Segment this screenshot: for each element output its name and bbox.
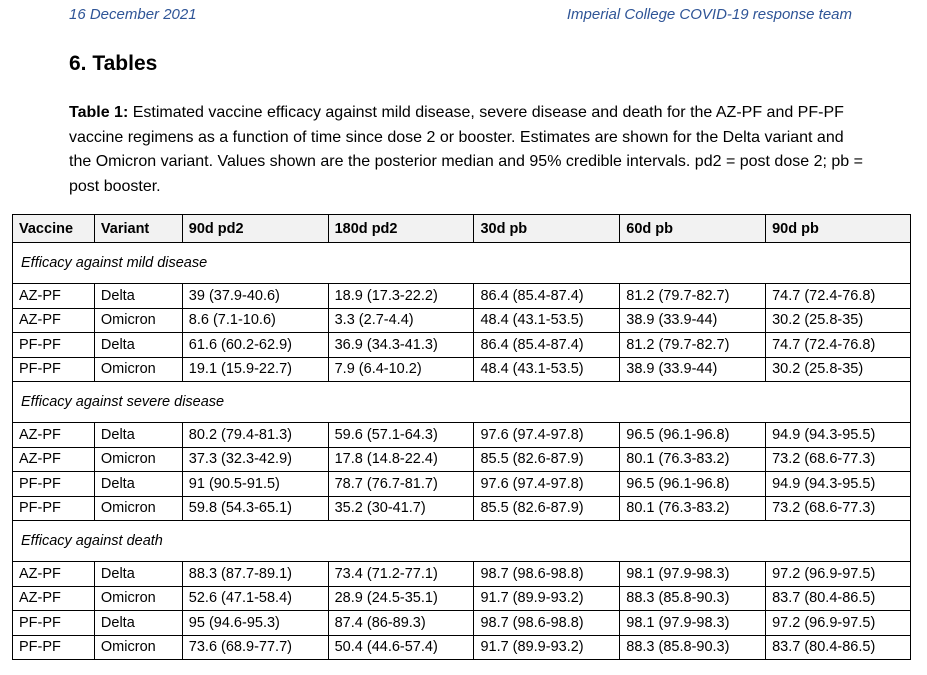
- table-cell: 36.9 (34.3-41.3): [328, 333, 474, 358]
- column-header-60d-pb: 60d pb: [620, 215, 766, 243]
- table-cell: 88.3 (85.8-90.3): [620, 586, 766, 611]
- table-cell: Delta: [94, 472, 182, 497]
- table-row: [13, 586, 911, 611]
- table-cell: 7.9 (6.4-10.2): [328, 357, 474, 382]
- table-cell: 73.4 (71.2-77.1): [328, 562, 474, 587]
- caption-text: Estimated vaccine efficacy against mild disease, severe disease and death for the AZ-PF and PF-PF vaccine regimens as a function of time since dose 2 or booster. Estimates are shown for the Delta variant and the Omicron variant. Values shown are the posterior median and 95% credible intervals. pd2 = post dose 2; pb = post booster.: [69, 104, 863, 195]
- table-cell: 73.2 (68.6-77.3): [766, 496, 911, 521]
- table-cell: PF-PF: [13, 333, 95, 358]
- table-cell: 94.9 (94.3-95.5): [766, 472, 911, 497]
- table-row: [13, 447, 911, 472]
- table-cell: 83.7 (80.4-86.5): [766, 586, 911, 611]
- table-cell: 98.1 (97.9-98.3): [620, 562, 766, 587]
- table-cell: 81.2 (79.7-82.7): [620, 284, 766, 309]
- table-cell: 98.7 (98.6-98.8): [474, 562, 620, 587]
- table-row: [13, 357, 911, 382]
- section-title-cell: Efficacy against death: [13, 521, 911, 562]
- table-cell: Omicron: [94, 357, 182, 382]
- table-cell: 61.6 (60.2-62.9): [182, 333, 328, 358]
- table-caption: [69, 101, 869, 199]
- table-cell: AZ-PF: [13, 423, 95, 448]
- table-cell: 48.4 (43.1-53.5): [474, 308, 620, 333]
- table-row: [13, 611, 911, 636]
- table-cell: AZ-PF: [13, 284, 95, 309]
- column-header-90d-pd2: 90d pd2: [182, 215, 328, 243]
- table-cell: PF-PF: [13, 635, 95, 660]
- table-cell: 98.7 (98.6-98.8): [474, 611, 620, 636]
- table-cell: 37.3 (32.3-42.9): [182, 447, 328, 472]
- section-row: [13, 243, 911, 284]
- table-row: [13, 308, 911, 333]
- table-cell: 98.1 (97.9-98.3): [620, 611, 766, 636]
- table-cell: 18.9 (17.3-22.2): [328, 284, 474, 309]
- table-cell: 88.3 (87.7-89.1): [182, 562, 328, 587]
- table-cell: Delta: [94, 423, 182, 448]
- table-cell: 91.7 (89.9-93.2): [474, 586, 620, 611]
- table-cell: 97.6 (97.4-97.8): [474, 472, 620, 497]
- table-cell: 74.7 (72.4-76.8): [766, 333, 911, 358]
- table-cell: 59.6 (57.1-64.3): [328, 423, 474, 448]
- table-cell: 73.2 (68.6-77.3): [766, 447, 911, 472]
- table-row: [13, 496, 911, 521]
- table-row: [13, 635, 911, 660]
- table-cell: 97.2 (96.9-97.5): [766, 562, 911, 587]
- table-cell: AZ-PF: [13, 447, 95, 472]
- table-cell: Delta: [94, 284, 182, 309]
- table-cell: 50.4 (44.6-57.4): [328, 635, 474, 660]
- table-cell: PF-PF: [13, 611, 95, 636]
- table-cell: 80.1 (76.3-83.2): [620, 447, 766, 472]
- table-cell: 81.2 (79.7-82.7): [620, 333, 766, 358]
- table-cell: Delta: [94, 333, 182, 358]
- section-row: [13, 382, 911, 423]
- table-cell: 96.5 (96.1-96.8): [620, 472, 766, 497]
- table-cell: 95 (94.6-95.3): [182, 611, 328, 636]
- table-cell: Omicron: [94, 496, 182, 521]
- table-cell: 97.6 (97.4-97.8): [474, 423, 620, 448]
- table-cell: 94.9 (94.3-95.5): [766, 423, 911, 448]
- header-organization: Imperial College COVID-19 response team: [566, 6, 852, 23]
- table-cell: 91 (90.5-91.5): [182, 472, 328, 497]
- caption-label: Table 1:: [69, 104, 129, 121]
- table-cell: 85.5 (82.6-87.9): [474, 496, 620, 521]
- table-row: [13, 423, 911, 448]
- table-cell: 30.2 (25.8-35): [766, 308, 911, 333]
- table-cell: Omicron: [94, 635, 182, 660]
- table-row: [13, 562, 911, 587]
- table-row: [13, 333, 911, 358]
- table-cell: 85.5 (82.6-87.9): [474, 447, 620, 472]
- table-cell: PF-PF: [13, 472, 95, 497]
- table-cell: AZ-PF: [13, 308, 95, 333]
- table-cell: 80.1 (76.3-83.2): [620, 496, 766, 521]
- table-header-row: [13, 215, 911, 243]
- table-cell: 78.7 (76.7-81.7): [328, 472, 474, 497]
- table-cell: Delta: [94, 611, 182, 636]
- column-header-30d-pb: 30d pb: [474, 215, 620, 243]
- section-title-cell: Efficacy against mild disease: [13, 243, 911, 284]
- header-date: 16 December 2021: [69, 6, 197, 23]
- column-header-variant: Variant: [94, 215, 182, 243]
- table-cell: 74.7 (72.4-76.8): [766, 284, 911, 309]
- table-cell: 8.6 (7.1-10.6): [182, 308, 328, 333]
- table-cell: 96.5 (96.1-96.8): [620, 423, 766, 448]
- section-row: [13, 521, 911, 562]
- table-cell: Omicron: [94, 586, 182, 611]
- table-cell: 91.7 (89.9-93.2): [474, 635, 620, 660]
- table-cell: 19.1 (15.9-22.7): [182, 357, 328, 382]
- table-cell: 86.4 (85.4-87.4): [474, 333, 620, 358]
- table-cell: 88.3 (85.8-90.3): [620, 635, 766, 660]
- column-header-180d-pd2: 180d pd2: [328, 215, 474, 243]
- table-cell: PF-PF: [13, 357, 95, 382]
- efficacy-table: [12, 214, 911, 660]
- table-cell: 35.2 (30-41.7): [328, 496, 474, 521]
- column-header-90d-pb: 90d pb: [766, 215, 911, 243]
- table-cell: 59.8 (54.3-65.1): [182, 496, 328, 521]
- table-cell: 73.6 (68.9-77.7): [182, 635, 328, 660]
- table-cell: AZ-PF: [13, 562, 95, 587]
- table-cell: Delta: [94, 562, 182, 587]
- table-row: [13, 284, 911, 309]
- table-cell: 38.9 (33.9-44): [620, 308, 766, 333]
- table-cell: PF-PF: [13, 496, 95, 521]
- table-cell: 86.4 (85.4-87.4): [474, 284, 620, 309]
- section-title-cell: Efficacy against severe disease: [13, 382, 911, 423]
- table-cell: Omicron: [94, 308, 182, 333]
- section-title: 6. Tables: [69, 52, 158, 75]
- table-cell: 52.6 (47.1-58.4): [182, 586, 328, 611]
- table-cell: 17.8 (14.8-22.4): [328, 447, 474, 472]
- table-cell: AZ-PF: [13, 586, 95, 611]
- table-cell: 38.9 (33.9-44): [620, 357, 766, 382]
- table-cell: 39 (37.9-40.6): [182, 284, 328, 309]
- table-row: [13, 472, 911, 497]
- table-cell: 83.7 (80.4-86.5): [766, 635, 911, 660]
- table-cell: 30.2 (25.8-35): [766, 357, 911, 382]
- table-cell: Omicron: [94, 447, 182, 472]
- table-cell: 48.4 (43.1-53.5): [474, 357, 620, 382]
- column-header-vaccine: Vaccine: [13, 215, 95, 243]
- table-cell: 87.4 (86-89.3): [328, 611, 474, 636]
- table-cell: 97.2 (96.9-97.5): [766, 611, 911, 636]
- table-cell: 28.9 (24.5-35.1): [328, 586, 474, 611]
- table-cell: 80.2 (79.4-81.3): [182, 423, 328, 448]
- table-cell: 3.3 (2.7-4.4): [328, 308, 474, 333]
